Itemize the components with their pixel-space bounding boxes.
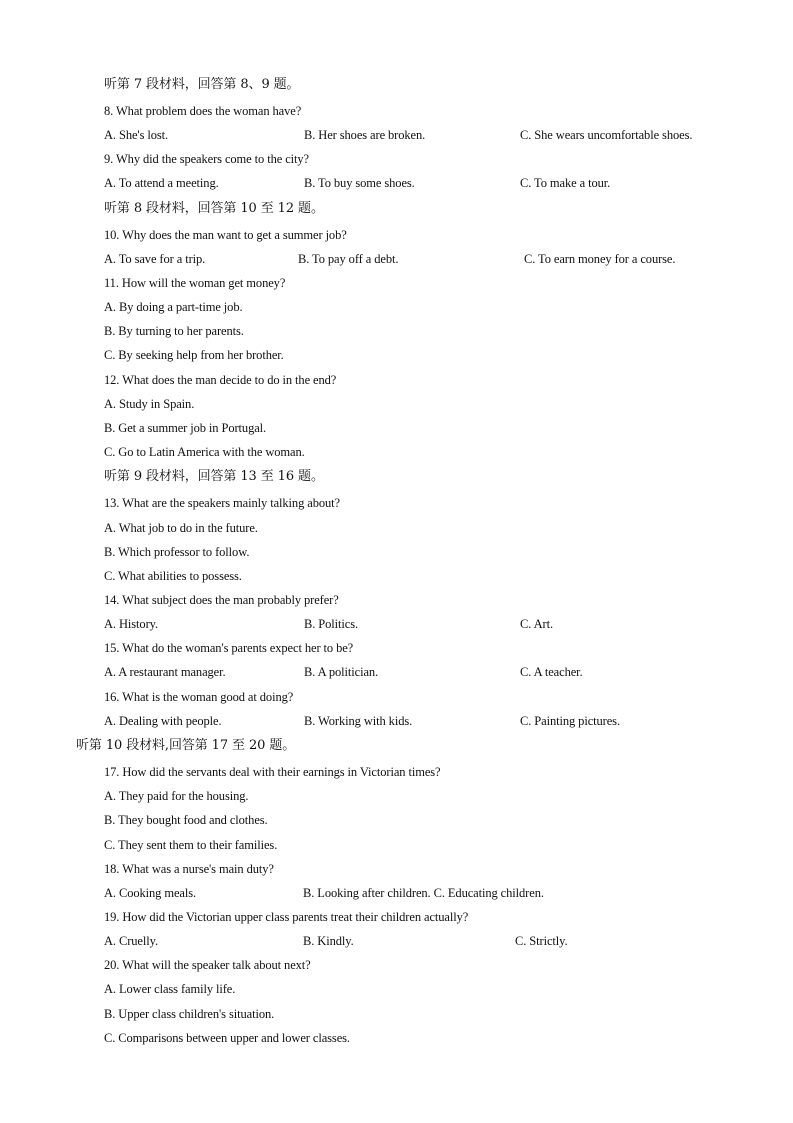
option-14-a: A. History. (104, 617, 158, 631)
option-12-b: B. Get a summer job in Portugal. (104, 421, 267, 435)
option-12-a: A. Study in Spain. (104, 397, 195, 411)
section-heading-9: 听第 9 段材料，回答第 13 至 16 题。 (104, 469, 324, 484)
question-11: 11. How will the woman get money? (104, 276, 286, 290)
option-17-b: B. They bought food and clothes. (104, 813, 268, 827)
question-15: 15. What do the woman's parents expect her to be? (104, 641, 354, 655)
option-13-a: A. What job to do in the future. (104, 521, 258, 535)
option-9-c: C. To make a tour. (520, 176, 611, 190)
option-9-b: B. To buy some shoes. (304, 176, 415, 190)
option-16-b: B. Working with kids. (304, 714, 413, 728)
question-17: 17. How did the servants deal with their earnings in Victorian times? (104, 765, 441, 779)
option-10-c: C. To earn money for a course. (524, 252, 676, 266)
question-18: 18. What was a nurse's main duty? (104, 862, 274, 876)
question-12: 12. What does the man decide to do in the end? (104, 373, 337, 387)
option-16-a: A. Dealing with people. (104, 714, 222, 728)
section-heading-10: 听第 10 段材料,回答第 17 至 20 题。 (76, 738, 296, 753)
option-10-b: B. To pay off a debt. (298, 252, 399, 266)
option-20-a: A. Lower class family life. (104, 982, 236, 996)
question-8: 8. What problem does the woman have? (104, 104, 302, 118)
option-15-a: A. A restaurant manager. (104, 665, 226, 679)
option-20-b: B. Upper class children's situation. (104, 1007, 275, 1021)
option-11-b: B. By turning to her parents. (104, 324, 244, 338)
option-8-c: C. She wears uncomfortable shoes. (520, 128, 693, 142)
option-18-a: A. Cooking meals. (104, 886, 197, 900)
question-13: 13. What are the speakers mainly talking about? (104, 496, 340, 510)
option-9-a: A. To attend a meeting. (104, 176, 219, 190)
option-15-c: C. A teacher. (520, 665, 583, 679)
option-17-c: C. They sent them to their families. (104, 838, 278, 852)
option-14-b: B. Politics. (304, 617, 359, 631)
option-19-b: B. Kindly. (303, 934, 354, 948)
option-14-c: C. Art. (520, 617, 553, 631)
question-9: 9. Why did the speakers come to the city? (104, 152, 309, 166)
question-20: 20. What will the speaker talk about next? (104, 958, 311, 972)
option-15-b: B. A politician. (304, 665, 379, 679)
option-20-c: C. Comparisons between upper and lower classes. (104, 1031, 350, 1045)
option-13-b: B. Which professor to follow. (104, 545, 250, 559)
section-heading-7: 听第 7 段材料，回答第 8、9 题。 (104, 77, 300, 92)
question-16: 16. What is the woman good at doing? (104, 690, 294, 704)
option-8-b: B. Her shoes are broken. (304, 128, 426, 142)
option-16-c: C. Painting pictures. (520, 714, 620, 728)
option-11-c: C. By seeking help from her brother. (104, 348, 284, 362)
option-12-c: C. Go to Latin America with the woman. (104, 445, 305, 459)
section-heading-8: 听第 8 段材料，回答第 10 至 12 题。 (104, 201, 324, 216)
option-13-c: C. What abilities to possess. (104, 569, 242, 583)
question-14: 14. What subject does the man probably prefer? (104, 593, 339, 607)
option-18-bc: B. Looking after children. C. Educating children. (303, 886, 544, 900)
question-10: 10. Why does the man want to get a summer job? (104, 228, 347, 242)
option-10-a: A. To save for a trip. (104, 252, 206, 266)
option-19-c: C. Strictly. (515, 934, 568, 948)
question-19: 19. How did the Victorian upper class parents treat their children actually? (104, 910, 469, 924)
option-17-a: A. They paid for the housing. (104, 789, 249, 803)
option-19-a: A. Cruelly. (104, 934, 158, 948)
option-8-a: A. She's lost. (104, 128, 169, 142)
option-11-a: A. By doing a part-time job. (104, 300, 243, 314)
